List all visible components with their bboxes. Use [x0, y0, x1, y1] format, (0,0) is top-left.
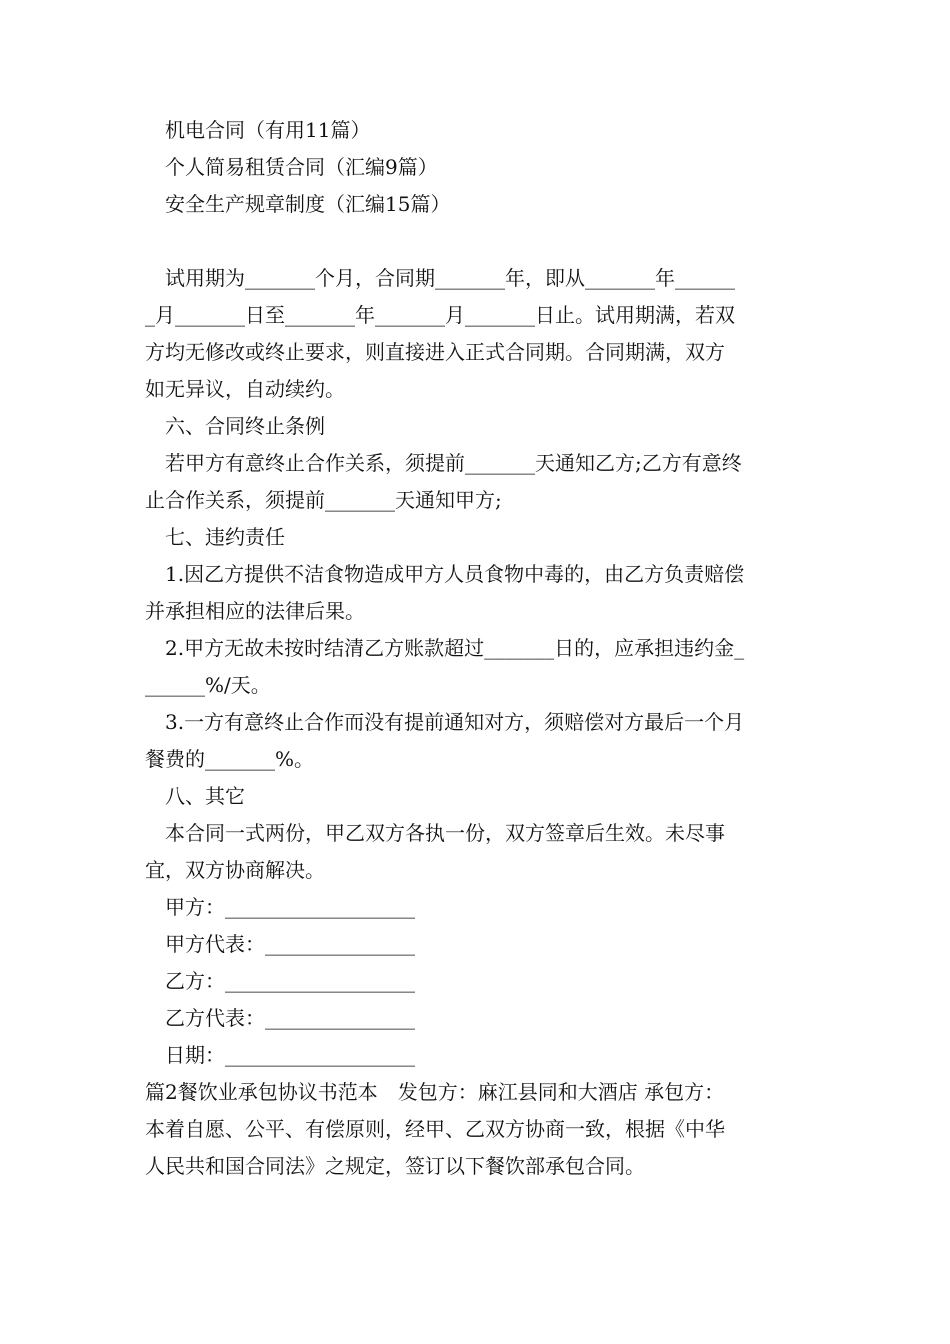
article-2	[145, 1074, 807, 1185]
contract-text-line: 八、其它	[165, 784, 245, 808]
article-2-text-line: 本着自愿、公平、有偿原则，经甲、乙双方协商一致，根据《中华	[145, 1117, 725, 1141]
contract-text-line: ______%/天。	[145, 673, 271, 697]
contract-text-line: 如无异议，自动续约。	[145, 377, 345, 401]
related-link-1[interactable]: 机电合同（有用11篇）	[165, 118, 371, 142]
contract-body	[145, 260, 807, 1074]
contract-text-line: 止合作关系，须提前_______天通知甲方;	[145, 488, 502, 512]
contract-text-line: 并承担相应的法律后果。	[145, 599, 365, 623]
contract-text-line: 乙方：___________________	[165, 969, 415, 993]
contract-text-line: 1.因乙方提供不洁食物造成甲方人员食物中毒的，由乙方负责赔偿	[165, 562, 745, 586]
spacer	[145, 223, 807, 260]
contract-text-line: 六、合同终止条例	[165, 414, 325, 438]
related-link-2[interactable]: 个人简易租赁合同（汇编9篇）	[165, 155, 438, 179]
contract-text-line: 本合同一式两份，甲乙双方各执一份，双方签章后生效。未尽事	[165, 821, 725, 845]
related-link-3[interactable]: 安全生产规章制度（汇编15篇）	[165, 192, 451, 216]
contract-text-line: 方均无修改或终止要求，则直接进入正式合同期。合同期满，双方	[145, 340, 725, 364]
related-links	[145, 112, 807, 223]
contract-text-line: 2.甲方无故未按时结清乙方账款超过_______日的，应承担违约金_	[165, 636, 745, 660]
contract-text-line: 乙方代表：_______________	[165, 1006, 415, 1030]
document-page	[145, 112, 807, 1185]
article-2-text-line: 人民共和国合同法》之规定，签订以下餐饮部承包合同。	[145, 1154, 645, 1178]
contract-text-line: 甲方：___________________	[165, 895, 415, 919]
contract-text-line: 七、违约责任	[165, 525, 285, 549]
contract-text-line: 试用期为_______个月，合同期_______年，即从_______年______	[165, 266, 735, 290]
article-2-text-line: 篇2餐饮业承包协议书范本 发包方：麻江县同和大酒店 承包方：	[145, 1080, 725, 1104]
contract-text-line: 日期：___________________	[165, 1043, 415, 1067]
contract-text-line: 3.一方有意终止合作而没有提前通知对方，须赔偿对方最后一个月	[165, 710, 745, 734]
contract-text-line: _月_______日至_______年_______月_______日止。试用期满，若双	[145, 303, 735, 327]
contract-text-line: 若甲方有意终止合作关系，须提前_______天通知乙方;乙方有意终	[165, 451, 742, 475]
contract-text-line: 宜，双方协商解决。	[145, 858, 325, 882]
contract-text-line: 甲方代表：_______________	[165, 932, 415, 956]
contract-text-line: 餐费的_______%。	[145, 747, 315, 771]
